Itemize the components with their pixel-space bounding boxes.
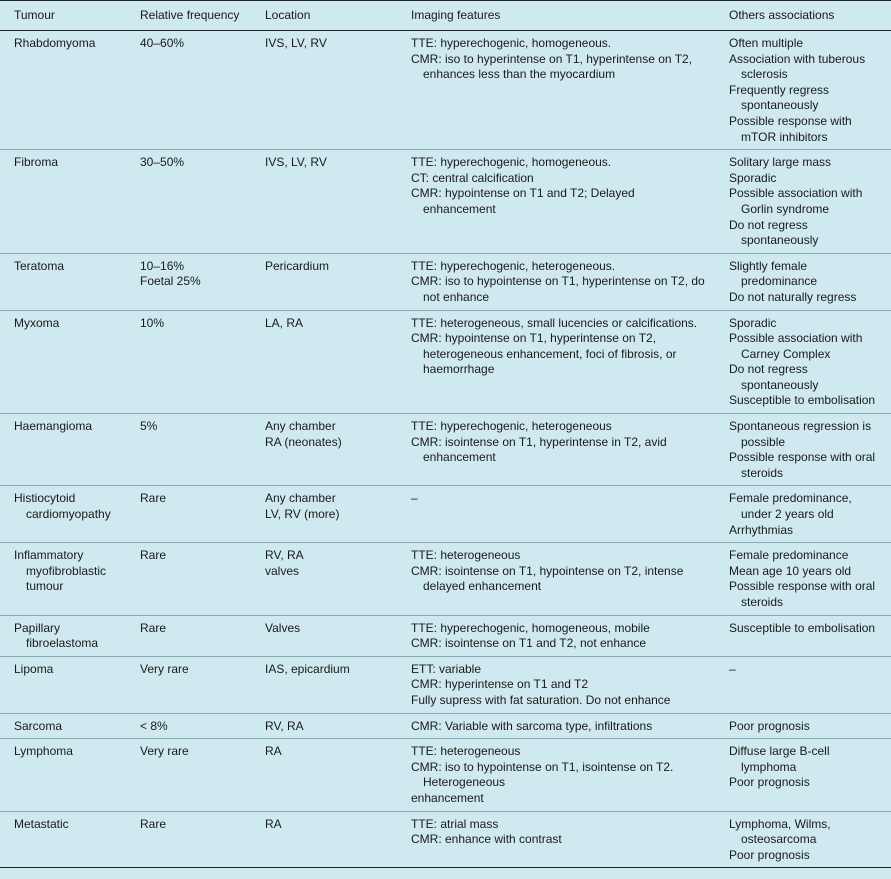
table-row xyxy=(0,150,891,254)
cell-line: Poor prognosis xyxy=(729,775,810,790)
cell-line: TTE: hyperechogenic, heterogeneous. xyxy=(411,258,616,273)
cell-line: TTE: heterogeneous, small lucencies or calcifications. xyxy=(411,315,698,330)
associations-cell xyxy=(715,253,891,310)
cell-line: Histiocytoid cardiomyopathy xyxy=(14,491,111,522)
associations-cell xyxy=(715,150,891,254)
location-cell xyxy=(251,486,397,543)
location-cell xyxy=(251,656,397,713)
cell-line: Poor prognosis xyxy=(729,718,810,733)
cell-line: CMR: hyperintense on T1 and T2 xyxy=(411,677,588,692)
cell-line: TTE: hyperechogenic, homogeneous. xyxy=(411,155,612,170)
imaging-cell xyxy=(397,31,715,150)
table-row xyxy=(0,486,891,543)
frequency-cell xyxy=(126,739,251,811)
cell-line: ETT: variable xyxy=(411,661,482,676)
cell-line: TTE: hyperechogenic, homogeneous. xyxy=(411,36,612,50)
location-cell xyxy=(251,414,397,486)
location-cell xyxy=(251,713,397,739)
cell-line: Lymphoma, Wilms, osteosarcoma xyxy=(729,816,831,847)
imaging-cell xyxy=(397,656,715,713)
imaging-cell xyxy=(397,739,715,811)
associations-cell xyxy=(715,414,891,486)
cell-line: 30–50% xyxy=(140,155,185,170)
cell-line: Sporadic xyxy=(729,315,777,330)
cell-line: Lymphoma xyxy=(14,744,73,759)
cell-line: Valves xyxy=(265,620,301,635)
cell-line: Rare xyxy=(140,491,167,506)
cell-line: IVS, LV, RV xyxy=(265,155,327,170)
location-cell xyxy=(251,739,397,811)
frequency-cell xyxy=(126,486,251,543)
cell-line: Poor prognosis xyxy=(729,847,810,862)
imaging-cell xyxy=(397,811,715,868)
frequency-cell xyxy=(126,811,251,868)
associations-cell xyxy=(715,739,891,811)
frequency-cell xyxy=(126,150,251,254)
frequency-cell xyxy=(126,615,251,656)
associations-cell xyxy=(715,543,891,615)
cell-line: RA (neonates) xyxy=(265,434,342,449)
cell-line: Frequently regress spontaneously xyxy=(729,82,830,113)
cell-line: 10% xyxy=(140,315,165,330)
tumour-cell xyxy=(0,253,126,310)
cell-line: Metastatic xyxy=(14,816,69,831)
cell-line: RA xyxy=(265,744,282,759)
table-row xyxy=(0,31,891,150)
tumour-cell xyxy=(0,150,126,254)
cell-line: Do not regress spontaneously xyxy=(729,362,819,392)
location-cell xyxy=(251,31,397,150)
cell-line: < 8% xyxy=(140,718,168,733)
tumour-cell xyxy=(0,414,126,486)
header-location: Location xyxy=(251,1,397,31)
frequency-cell xyxy=(126,656,251,713)
cell-line: Female predominance xyxy=(729,548,849,563)
frequency-cell xyxy=(126,543,251,615)
cell-line: Often multiple xyxy=(729,36,804,50)
cell-line: enhancement xyxy=(411,790,484,805)
location-cell xyxy=(251,253,397,310)
header-imaging-features: Imaging features xyxy=(397,1,715,31)
cell-line: CMR: iso to hypointense on T1, isointense on T2. Heterogeneous xyxy=(411,759,674,790)
table-row xyxy=(0,811,891,868)
associations-cell xyxy=(715,656,891,713)
frequency-cell xyxy=(126,414,251,486)
cell-line: TTE: atrial mass xyxy=(411,816,499,831)
cell-line: Slightly female predominance xyxy=(729,258,818,289)
cell-line: Association with tuberous sclerosis xyxy=(729,51,866,82)
table-row xyxy=(0,713,891,739)
cell-line: Myxoma xyxy=(14,315,60,330)
tumour-cell xyxy=(0,486,126,543)
associations-cell xyxy=(715,486,891,543)
cell-line: Very rare xyxy=(140,661,189,676)
cell-line: CMR: isointense on T1 and T2, not enhance xyxy=(411,636,647,651)
cell-line: Fibroma xyxy=(14,155,59,170)
tumour-cell xyxy=(0,811,126,868)
cell-line: RV, RA xyxy=(265,718,304,733)
imaging-cell xyxy=(397,150,715,254)
cell-line: Spontaneous regression is possible xyxy=(729,419,872,449)
cell-line: IAS, epicardium xyxy=(265,661,350,676)
cell-line: Susceptible to embolisation xyxy=(729,393,876,408)
cell-line: TTE: heterogeneous xyxy=(411,744,521,759)
cell-line: Do not naturally regress xyxy=(729,289,857,304)
cell-line: Very rare xyxy=(140,744,189,759)
table-body xyxy=(0,31,891,868)
location-cell xyxy=(251,811,397,868)
location-cell xyxy=(251,150,397,254)
cell-line: Sarcoma xyxy=(14,718,63,733)
cell-line: Possible association with Carney Complex xyxy=(729,331,863,361)
cell-line: Solitary large mass xyxy=(729,155,832,170)
cell-line: CMR: iso to hypointense on T1, hyperintense on T2, do not enhance xyxy=(411,274,705,304)
cell-line: 5% xyxy=(140,419,158,434)
cell-line: Sporadic xyxy=(729,170,777,185)
associations-cell xyxy=(715,31,891,150)
cell-line: CMR: isointense on T1, hyperintense in T2, avid enhancement xyxy=(411,434,667,465)
associations-cell xyxy=(715,713,891,739)
cell-line: TTE: hyperechogenic, heterogeneous xyxy=(411,419,612,434)
location-cell xyxy=(251,310,397,414)
table-row xyxy=(0,543,891,615)
cell-line: CMR: Variable with sarcoma type, infiltrations xyxy=(411,718,653,733)
cell-line: Female predominance, under 2 years old xyxy=(729,491,852,522)
tumour-cell xyxy=(0,615,126,656)
cell-line: Arrhythmias xyxy=(729,522,794,537)
header-row xyxy=(0,1,891,31)
cell-line: valves xyxy=(265,563,300,578)
imaging-cell xyxy=(397,615,715,656)
associations-cell xyxy=(715,615,891,656)
cell-line: Mean age 10 years old xyxy=(729,563,852,578)
cell-line: Diffuse large B-cell lymphoma xyxy=(729,744,830,774)
cell-line: – xyxy=(411,491,418,506)
table-row xyxy=(0,253,891,310)
frequency-cell xyxy=(126,713,251,739)
cell-line: Possible response with oral steroids xyxy=(729,579,876,609)
cell-line: LA, RA xyxy=(265,315,304,330)
associations-cell xyxy=(715,811,891,868)
tumour-cell xyxy=(0,310,126,414)
cell-line: IVS, LV, RV xyxy=(265,36,327,50)
cell-line: Possible association with Gorlin syndrome xyxy=(729,186,863,216)
cell-line: Teratoma xyxy=(14,258,65,273)
cell-line: Do not regress spontaneously xyxy=(729,217,819,248)
cell-line: Rhabdomyoma xyxy=(14,36,96,50)
cell-line: Possible response with oral steroids xyxy=(729,450,876,480)
cell-line: Possible response with mTOR inhibitors xyxy=(729,113,852,144)
header-relative-frequency: Relative frequency xyxy=(126,1,251,31)
table-row xyxy=(0,414,891,486)
frequency-cell xyxy=(126,310,251,414)
cell-line: Susceptible to embolisation xyxy=(729,620,876,635)
cell-line: 40–60% xyxy=(140,36,185,50)
header-tumour: Tumour xyxy=(0,1,126,31)
cell-line: Fully supress with fat saturation. Do not enhance xyxy=(411,692,671,707)
cell-line: Rare xyxy=(140,816,167,831)
cell-line: CMR: isointense on T1, hypointense on T2, intense delayed enhancement xyxy=(411,563,684,594)
cell-line: Lipoma xyxy=(14,661,54,676)
cell-line: 10–16% xyxy=(140,258,185,273)
cell-line: Pericardium xyxy=(265,258,330,273)
tumour-cell xyxy=(0,31,126,150)
cell-line: LV, RV (more) xyxy=(265,507,340,522)
header-others-associations: Others associations xyxy=(715,1,891,31)
imaging-cell xyxy=(397,253,715,310)
cell-line: Haemangioma xyxy=(14,419,93,434)
cell-line: CMR: enhance with contrast xyxy=(411,832,562,847)
cell-line: Inflammatory myofibroblastic tumour xyxy=(14,548,107,594)
table-row xyxy=(0,656,891,713)
cell-line: Rare xyxy=(140,620,167,635)
cell-line: CMR: hypointense on T1, hyperintense on T2, heterogeneous enhancement, foci of fibrosis, or haemorrhage xyxy=(411,331,677,377)
imaging-cell xyxy=(397,543,715,615)
cell-line: Papillary fibroelastoma xyxy=(14,620,99,651)
frequency-cell xyxy=(126,253,251,310)
cell-line: TTE: hyperechogenic, homogeneous, mobile xyxy=(411,620,650,635)
table-row xyxy=(0,310,891,414)
cell-line: Any chamber xyxy=(265,419,336,434)
imaging-cell xyxy=(397,486,715,543)
cell-line: Rare xyxy=(140,548,167,563)
cell-line: TTE: heterogeneous xyxy=(411,548,521,563)
cell-line: RV, RA xyxy=(265,548,304,563)
tumour-cell xyxy=(0,656,126,713)
cell-line: CMR: iso to hyperintense on T1, hyperintense on T2, enhances less than the myocardium xyxy=(411,51,693,82)
cell-line: RA xyxy=(265,816,282,831)
cell-line: Foetal 25% xyxy=(140,274,201,289)
imaging-cell xyxy=(397,310,715,414)
location-cell xyxy=(251,543,397,615)
tumour-cell xyxy=(0,713,126,739)
imaging-cell xyxy=(397,713,715,739)
cell-line: CMR: hypointense on T1 and T2; Delayed enhancement xyxy=(411,186,635,216)
table-row xyxy=(0,739,891,811)
frequency-cell xyxy=(126,31,251,150)
cell-line: Any chamber xyxy=(265,491,336,506)
cell-line: – xyxy=(729,661,736,676)
tumour-cell xyxy=(0,739,126,811)
tumour-cell xyxy=(0,543,126,615)
table-row xyxy=(0,615,891,656)
location-cell xyxy=(251,615,397,656)
associations-cell xyxy=(715,310,891,414)
imaging-cell xyxy=(397,414,715,486)
cell-line: CT: central calcification xyxy=(411,170,534,185)
